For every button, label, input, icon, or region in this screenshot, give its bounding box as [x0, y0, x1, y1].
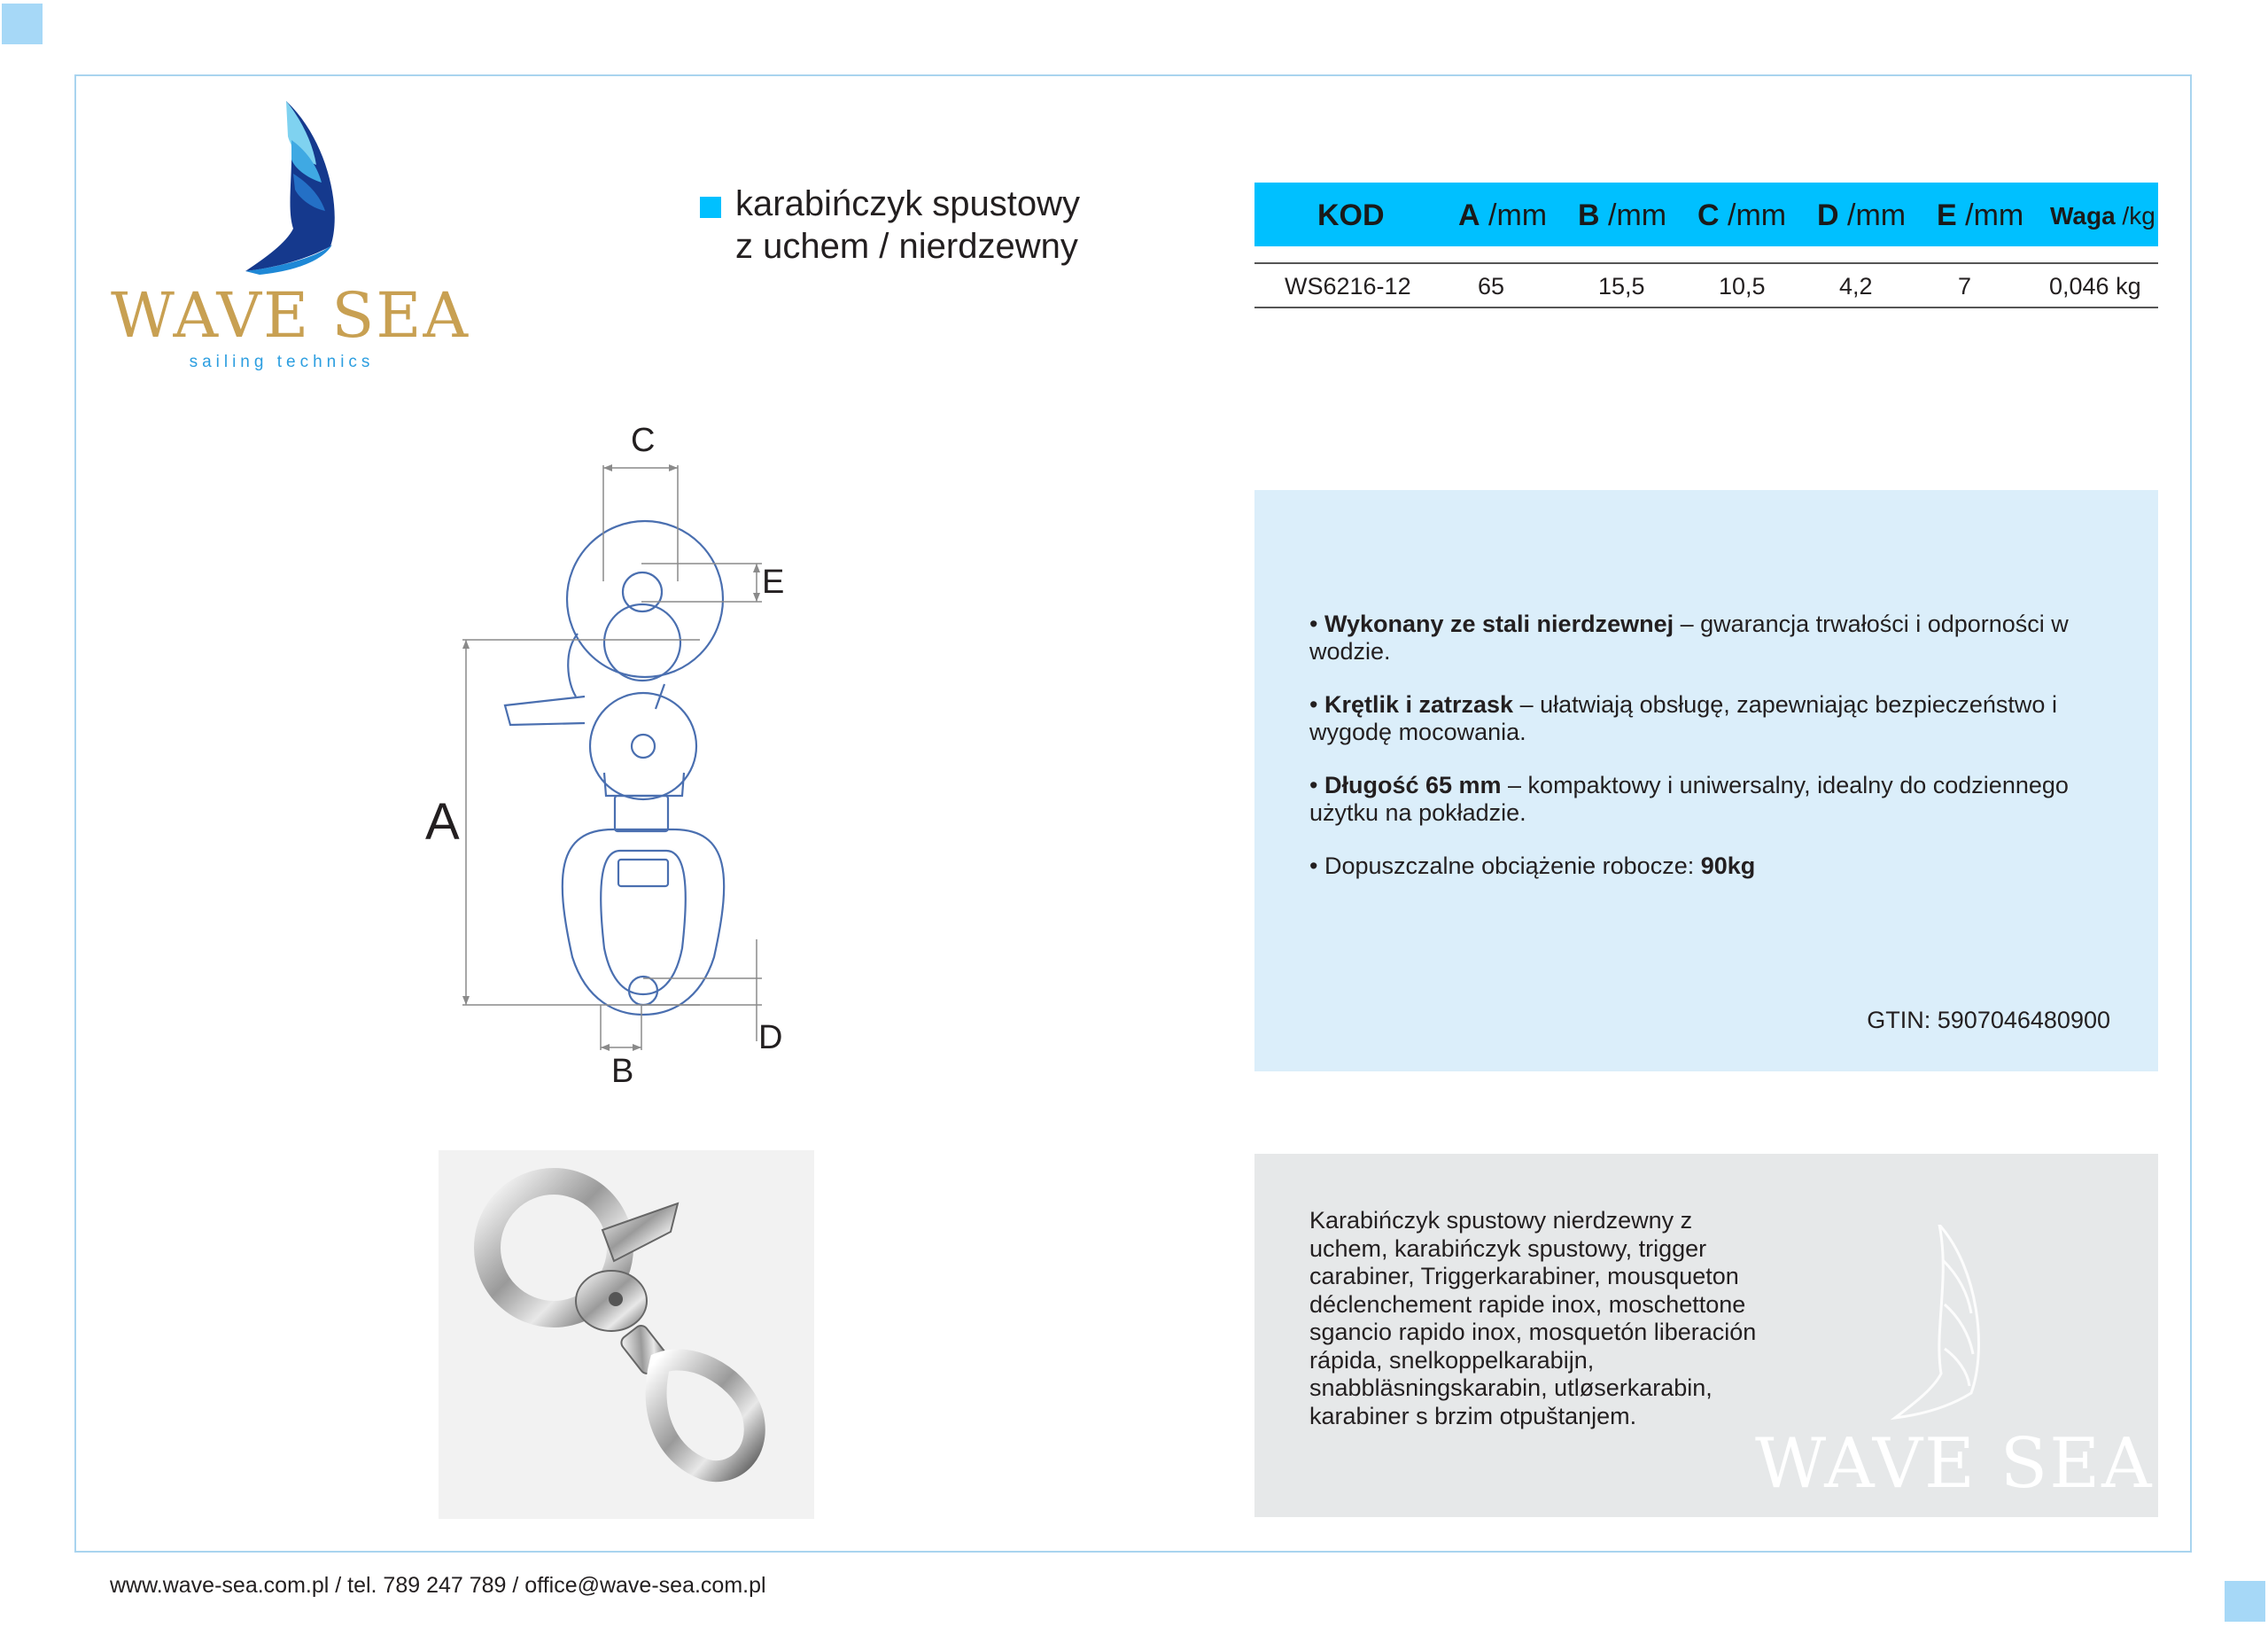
dimension-label-d: D [758, 1019, 783, 1056]
spec-cell-c: 10,5 [1719, 273, 1766, 300]
product-title-line-1: karabińczyk spustowy [735, 184, 1081, 223]
spec-cell-b: 15,5 [1598, 273, 1645, 300]
spec-cell-e: 7 [1958, 273, 1972, 300]
keywords-box [1254, 1154, 2158, 1517]
product-photo [439, 1150, 814, 1519]
brand-logo [111, 97, 470, 381]
title-bullet-square [700, 197, 721, 218]
spec-header-e: E /mm [1937, 199, 2024, 232]
product-title-line-2: z uchem / nierdzewny [735, 227, 1078, 266]
watermark-logo [1755, 1225, 2154, 1508]
watermark-sail-icon [1755, 1225, 2127, 1428]
spec-header-c: C /mm [1697, 199, 1787, 232]
features-box [1254, 490, 2158, 1071]
spec-header-kod: KOD [1317, 199, 1385, 232]
dimension-label-e: E [762, 564, 785, 601]
spec-table-header [1254, 183, 2158, 246]
spec-cell-a: 65 [1478, 273, 1505, 300]
dimension-label-a: A [425, 793, 460, 851]
dimension-label-b: B [611, 1053, 634, 1090]
spec-cell-d: 4,2 [1839, 273, 1873, 300]
corner-square-bottom-right [2225, 1581, 2265, 1622]
spec-table-rule-top [1254, 262, 2158, 264]
spec-header-a: A /mm [1458, 199, 1548, 232]
spec-cell-kod: WS6216-12 [1285, 273, 1411, 300]
carabiner-outline-drawing [408, 416, 824, 1108]
footer-contact: www.wave-sea.com.pl / tel. 789 247 789 / office@wave-sea.com.pl [110, 1573, 766, 1598]
spec-table-rule-bottom [1254, 307, 2158, 308]
watermark-word: WAVE SEA [1755, 1424, 2154, 1504]
dimension-label-c: C [631, 422, 656, 459]
spec-header-waga: Waga /kg [2050, 202, 2155, 230]
sail-logo-icon [111, 97, 465, 275]
feature-item-1: • Wykonany ze stali nierdzewnej – gwarancja trwałości i odporności w wodzie. [1309, 611, 2069, 665]
corner-square-top-left [2, 4, 43, 44]
feature-item-4: • Dopuszczalne obciążenie robocze: 90kg [1309, 852, 1756, 879]
gtin-code: GTIN: 5907046480900 [1867, 1007, 2110, 1033]
keywords-text: Karabińczyk spustowy nierdzewny z uchem, karabińczyk spustowy, trigger carabiner, Triggerkarabiner, mousqueton déclenchement rapide inox, moschettone sgancio rapido inox, mosquetón liberación rápida, snelkoppelkarabijn, snabbläsningskarabin, utløserkarabin, karabiner s brzim otpuštanjem. [1309, 1207, 1757, 1429]
spec-header-b: B /mm [1578, 199, 1667, 232]
spec-cell-waga: 0,046 kg [2049, 273, 2141, 300]
spec-header-d: D /mm [1817, 199, 1907, 232]
feature-item-3: • Długość 65 mm – kompaktowy i uniwersalny, idealny do codziennego użytku na pokładzie. [1309, 772, 2069, 826]
technical-drawing [408, 416, 824, 1108]
carabiner-photo-image [439, 1150, 814, 1519]
brand-name: WAVE SEA [111, 279, 470, 352]
brand-tagline: sailing technics [189, 353, 375, 371]
feature-item-2: • Krętlik i zatrzask – ułatwiają obsługę, zapewniając bezpieczeństwo i wygodę mocowania. [1309, 691, 2057, 745]
